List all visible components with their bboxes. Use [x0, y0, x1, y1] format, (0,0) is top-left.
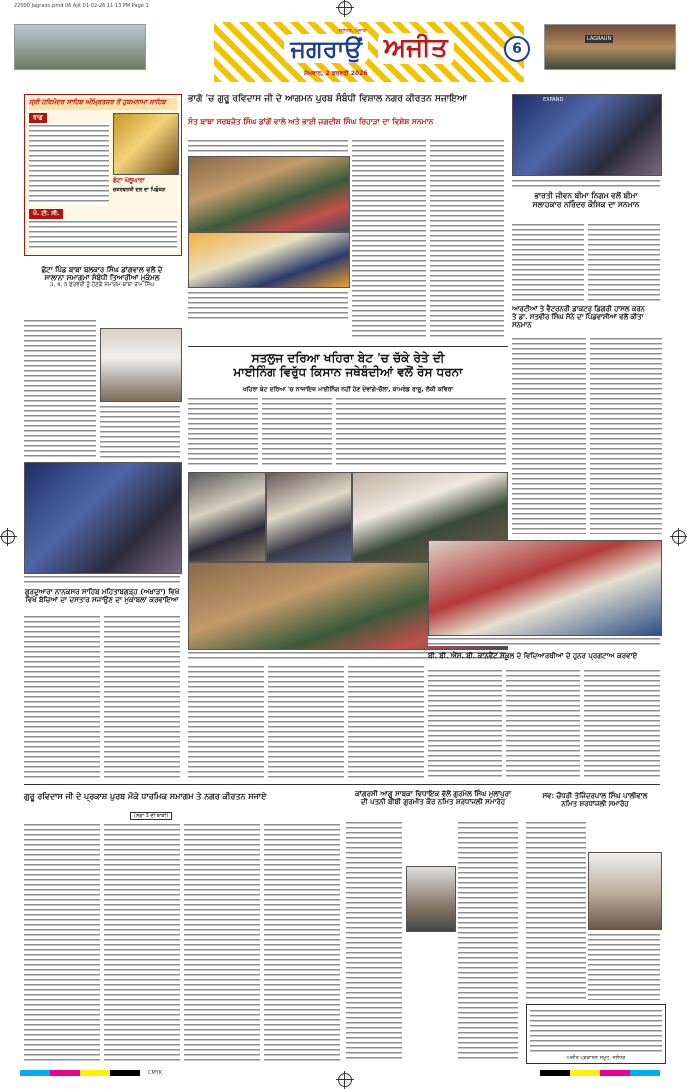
- lic-award-photo: [512, 94, 662, 176]
- bottom2-col2: [458, 820, 518, 1062]
- lic-photo-label: EXPAND: [543, 97, 564, 103]
- bottom3-col1: [526, 820, 586, 1000]
- bottom2-headline-line1: ਕਾਂਗਰਸੀ ਆਗੂ ਸਾਬਕਾ ਵਿਧਾਇਕ ਵੱਲੋਂ ਗੁਰਮੇਲ ਸਿੰਘ ਮੁਲਾਂਪੁਰਾ: [355, 789, 511, 798]
- registration-mark: [1, 530, 15, 544]
- bottom2-col1: [346, 820, 402, 1062]
- page-number: 6: [504, 36, 530, 62]
- school-col2: [506, 668, 580, 780]
- registration-mark: [672, 530, 686, 544]
- right-story1-headline: [512, 192, 660, 209]
- center-col2: [262, 396, 332, 468]
- masthead-city: ਜਗਰਾਉਂ: [284, 34, 367, 63]
- main-caption-text: [188, 290, 348, 320]
- hukamnama-text: [29, 123, 109, 205]
- divider: [188, 346, 508, 347]
- left-story2-col2: [100, 404, 180, 458]
- bottom1-headline: ਗੁਰੂ ਰਵਿਦਾਸ ਜੀ ਦੇ ਪ੍ਰਕਾਸ਼ ਪੁਰਬ ਮੌਕੇ ਧਾਰਮਿਕ ਸਮਾਗਮ ਤੇ ਨਗਰ ਕੀਰਤਨ ਸਜਾਏ: [24, 791, 267, 801]
- masthead-date: ਸੋਮਵਾਰ, 2 ਫਰਵਰੀ 2026: [304, 70, 368, 77]
- golden-temple-photo: [113, 113, 179, 175]
- center-headline: [188, 352, 508, 380]
- main-headline: ਭਾਗੋ 'ਚ ਗੁਰੂ ਰਵਿਦਾਸ ਜੀ ਦੇ ਆਗਮਨ ਪੁਰਬ ਸੰਬੰਧੀ ਵਿਸ਼ਾਲ ਨਗਰ ਕੀਰਤਨ ਸਜਾਇਆ: [188, 94, 467, 104]
- bottom3-headline-line2: ਨਮਿਤ ਸ਼ਰਧਾਂਜਲੀ ਸਮਾਰੋਹ: [561, 799, 629, 809]
- center-subhead: ਖਹਿਰਾ ਬੇਟ ਦਰਿਆ 'ਚ ਨਾਜਾਇਜ਼ ਮਾਈਨਿੰਗ ਨਹੀਂ ਹੋਣ ਦੇਵਾਂਗੇ-ਚੌਲਾ, ਕਾਮਰੇਡ ਰਾਜੂ, ਲੱਕੀ ਕਵਿਰਾ: [242, 386, 454, 393]
- masthead-brand: ਅਜੀਤ: [378, 33, 454, 64]
- registration-mark: [338, 1, 352, 15]
- ghallughara-heading: ਛੋਟਾ ਘੱਲੂਘਾਰਾ: [113, 177, 145, 184]
- obituary-portrait-1: [406, 866, 456, 932]
- hukamnama-box: [24, 94, 182, 256]
- hukamnama-tag-ptc: ਪੰ. ਟੀ. ਸੀ.: [29, 209, 63, 219]
- left-story3-headline-line1: ਗੁਰਦੁਆਰਾ ਨਾਨਕਸਰ ਸਾਹਿਬ ਮਹਿਤਾਬਗੜ੍ਹ (ਅਖ਼ਾੜਾ) ਵਿਖੇ: [24, 587, 180, 596]
- lic-caption: [512, 178, 660, 188]
- left-story2-col1: [24, 318, 96, 458]
- center-col1: [188, 396, 258, 468]
- left-story2-headline: [24, 266, 180, 288]
- hukamnama-text-2: [29, 219, 177, 251]
- bottom3-col2: [588, 932, 660, 1000]
- bottom3-headline-line1: ਸਵ: ਚੌਧਰੀ ਤੇਜਿੰਦਰਪਾਲ ਸਿੰਘ ਪਾਲੀਵਾਲ: [542, 791, 648, 800]
- left-story2-sub: 3, 4, 5 ਫਰਵਰੀ ਨੂੰ ਹੋਣਗੇ ਸਮਾਗਮ-ਬਾਬਾ ਰਾਮ ਸਿੰਘ: [49, 282, 155, 289]
- masthead: [14, 22, 674, 82]
- imprint-publisher: ਅਜੀਤ ਪ੍ਰਕਾਸ਼ਨ ਸਮੂਹ, ਜਲੰਧਰ: [566, 1055, 626, 1061]
- obituary-portrait-2: [588, 852, 662, 930]
- right-story2-headline-line1: ਆਰਟੀਆਂ ਤੇ ਵੈਟਰਨਰੀ ਡਾਕਟਰ ਡਿਗਰੀ ਹਾਸਲ ਕਰਨ: [512, 305, 645, 313]
- masthead-left-photo: [14, 24, 146, 70]
- school-col1: [428, 668, 502, 780]
- left-story2-headline-line1: ਛੋਟਾ ਪਿੰਡ ਬਾਬਾ ਬਲਕਾਰ ਸਿੰਘ ਡਾਂਗਵਾਲ ਵਲੋਂ ਦੇ: [41, 265, 163, 274]
- left-story3-headline: [24, 588, 180, 604]
- right-story2-headline: [512, 306, 662, 329]
- right-story2-col1: [512, 336, 586, 534]
- masthead-right-photo-label: LAGRAUN: [587, 36, 612, 42]
- left-story3-col2: [104, 614, 180, 778]
- left-story3-col1: [24, 614, 100, 778]
- divider: [24, 784, 660, 785]
- main-col3: [430, 138, 504, 340]
- right-story2-headline-line2: ਤੇ ਡਾ. ਸਤਵੀਰ ਸਿੰਘ ਸੋਨੇ ਦਾ ਪਿੰਡਵਾਸੀਆਂ ਵਲੋਂ ਕੀਤਾ ਸਨਮਾਨ: [512, 312, 644, 329]
- bottom2-headline: [346, 790, 520, 806]
- protest-photo-1: [188, 472, 266, 562]
- center-headline-line1: ਸਤਲੁਜ ਦਰਿਆ ਖਹਿਰਾ ਬੇਟ 'ਚ ਚੱਕੇ ਰੇਤੇ ਦੀ: [251, 351, 445, 365]
- masthead-right-photo: [544, 24, 676, 70]
- school-col3: [584, 668, 660, 780]
- main-subhead: ਸੰਤ ਬਾਬਾ ਸਰਬਜੋਤ ਸਿੰਘ ਡਾਂਗੋਂ ਵਾਲੇ ਅਤੇ ਭਾਈ ਜਗਦੀਸ਼ ਸਿੰਘ ਰਿਹਾੜਾ ਦਾ ਵਿਸ਼ੇਸ਼ ਸਨਮਾਨ: [188, 117, 434, 126]
- hukamnama-title: ਸ੍ਰੀ ਹਰਿਮੰਦਰ ਸਾਹਿਬ ਅੰਮ੍ਰਿਤਸਰ ਤੋਂ ਹੁਕਮਨਾਮਾ ਸਾਹਿਬ: [29, 98, 177, 110]
- bottom2-headline-line2: ਦੀ ਪਤਨੀ ਬੀਬੀ ਗੁਰਮੀਤ ਕੌਰ ਨਮਿਤ ਸ਼ਰਧਾਂਜਲੀ ਸਮਾਰੋਹ: [360, 797, 506, 807]
- right-story1-col1: [512, 222, 584, 302]
- bottom1-col2: [104, 822, 180, 1062]
- saint-portrait-photo: [100, 328, 182, 402]
- color-bar-right: [540, 1070, 660, 1076]
- main-col2: [352, 138, 426, 340]
- nagar-kirtan-photo-2: [188, 232, 350, 288]
- center-col3: [336, 396, 506, 468]
- bottom1-col4: [264, 822, 340, 1062]
- footer-mark: CMYK: [148, 1070, 163, 1076]
- bottom1-jump: (ਸਫ਼ਾ 3 ਦੀ ਬਾਕੀ): [130, 812, 172, 820]
- school-caption: [428, 636, 660, 646]
- color-bar-left: [20, 1070, 140, 1076]
- bottom1-col3: [184, 822, 260, 1062]
- center-col-b2: [268, 664, 344, 780]
- school-headline: ਬੀ. ਬੀ. ਐੱਸ. ਬੀ. ਕਾਨਵੈਂਟ ਸਕੂਲ ਦੇ ਵਿਦਿਆਰਥੀਆਂ ਦੇ ਹੁਨਰ ਪ੍ਰਗਟਾਅ ਕਰਵਾਏ: [428, 651, 638, 660]
- right-story2-col2: [590, 336, 662, 534]
- left-story3-headline-line2: ਵਿਖੇ ਬੱਚਿਆਂ ਦਾ ਦਸਤਾਰ ਸਜਾਉਣ ਦਾ ਮੁਕਾਬਲਾ ਕਰਵਾਇਆ: [25, 595, 179, 605]
- hukamnama-tag-raag: ਰਾਗੁ: [29, 113, 47, 123]
- masthead-title: [224, 28, 514, 68]
- imprint-box: [526, 1004, 666, 1064]
- nagar-kirtan-photo-1: [188, 156, 350, 232]
- ghallughara-sub: ਚਕਰਵਰਤੀ ਦਲ ਦਾ ਪਿਛੋਕੜ: [113, 187, 166, 193]
- main-intro-text: [188, 138, 348, 152]
- center-headline-line2: ਮਾਈਨਿੰਗ ਵਿਰੁੱਧ ਕਿਸਾਨ ਜਥੇਬੰਦੀਆਂ ਵਲੋਂ ਰੋਸ ਧਰਨਾ: [233, 364, 463, 379]
- right-story1-headline-line1: ਭਾਰਤੀ ਜੀਵਨ ਬੀਮਾ ਨਿਗਮ ਵਲੋਂ ਬੀਮਾ: [534, 191, 638, 200]
- bottom1-col1: [24, 822, 100, 1062]
- center-col-b1: [188, 664, 264, 780]
- bottom3-headline: [526, 792, 664, 808]
- protest-photo-2: [266, 472, 352, 562]
- school-photo: [428, 540, 662, 636]
- registration-mark: [338, 1073, 352, 1087]
- left-story2-headline-line2: ਸਾਲਾਨਾ ਸਮਾਗਮਾਂ ਸੰਬੰਧੀ ਤਿਆਰੀਆਂ ਮੁਕੰਮਲ: [44, 273, 160, 283]
- slug-line: 22000 Jagraon.pmd 06 Ajit 01-02-26 11 13 PM Page 1: [14, 3, 149, 9]
- dastar-caption: [24, 574, 180, 584]
- right-story1-col2: [588, 222, 660, 302]
- masthead-small: ਜਲੰਧਰ, ਪੰਜਾਬ: [339, 28, 367, 34]
- dastar-competition-photo: [24, 462, 182, 574]
- center-col-b3: [348, 664, 424, 780]
- right-story1-headline-line2: ਸਲਾਹਕਾਰ ਨਰਿੰਦਰ ਕੌਸ਼ਿਕ ਦਾ ਸਨਮਾਨ: [532, 199, 640, 209]
